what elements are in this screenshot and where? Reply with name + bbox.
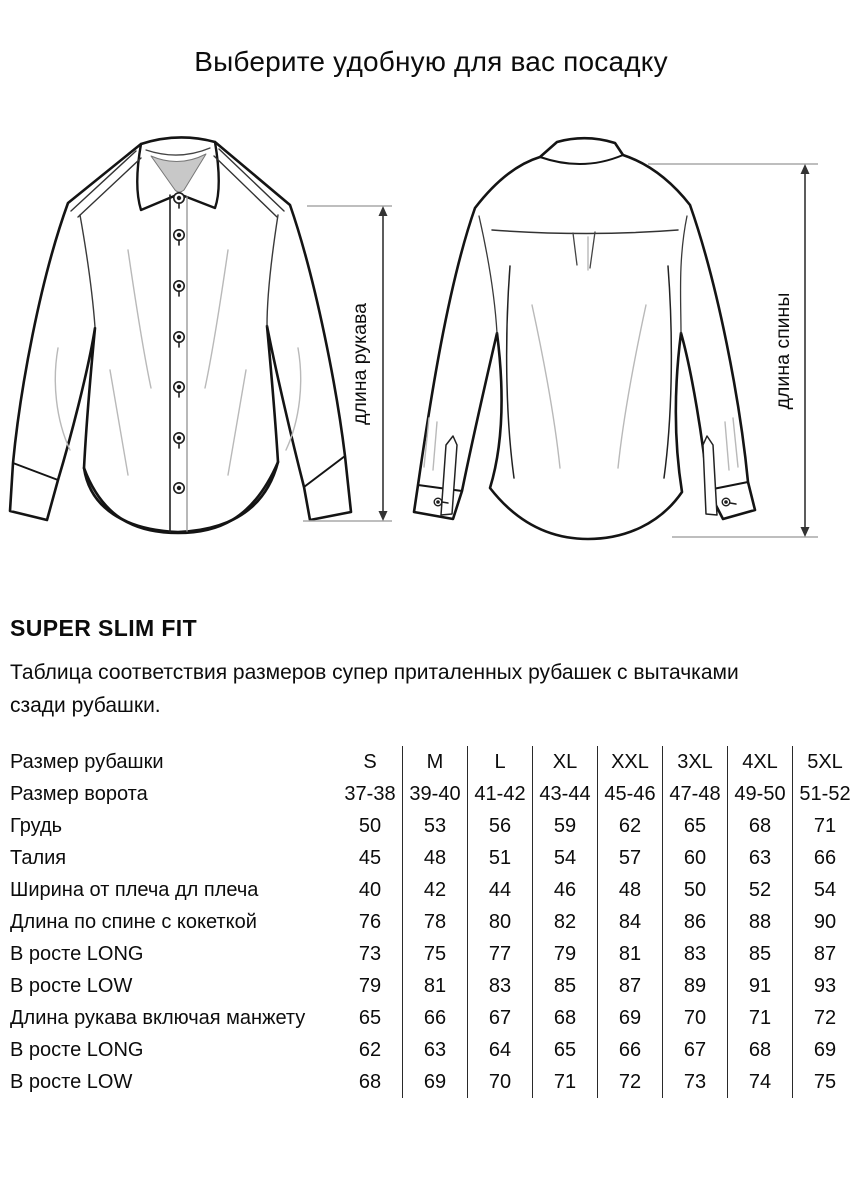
size-value: 75: [793, 1066, 858, 1098]
size-value: 79: [358, 975, 382, 997]
size-value: 90: [793, 906, 858, 938]
size-value: S: [363, 751, 377, 773]
size-value: XXL: [598, 746, 663, 778]
size-value: 79: [533, 938, 598, 970]
size-value: 45: [358, 847, 382, 869]
size-value: 5XL: [793, 746, 858, 778]
size-value: 76: [358, 911, 382, 933]
size-value: 52: [728, 874, 793, 906]
size-value: 50: [358, 815, 382, 837]
table-row: [10, 1002, 857, 1034]
row-label: Грудь: [10, 815, 63, 837]
size-value: 87: [793, 938, 858, 970]
table-row: [10, 810, 857, 842]
size-value: 85: [533, 970, 598, 1002]
row-label: В росте LONG: [10, 1039, 144, 1061]
size-value: 89: [663, 970, 728, 1002]
size-value: 84: [598, 906, 663, 938]
fit-description-line-1: Таблица соответствия размеров супер приталенных рубашек с вытачками: [10, 661, 739, 684]
shirt-measurement-diagram: [0, 120, 862, 600]
size-value: 42: [403, 874, 468, 906]
size-value: 47-48: [663, 778, 728, 810]
size-value: 44: [468, 874, 533, 906]
size-value: 4XL: [728, 746, 793, 778]
size-value: 51-52: [793, 778, 858, 810]
sleeve-length-label: длина рукава: [349, 303, 371, 425]
size-value: 77: [468, 938, 533, 970]
row-label: В росте LOW: [10, 975, 133, 997]
size-table-body: [10, 746, 857, 1098]
size-value: 56: [468, 810, 533, 842]
size-value: 51: [468, 842, 533, 874]
size-value: 67: [663, 1034, 728, 1066]
size-value: 49-50: [728, 778, 793, 810]
size-value: 71: [728, 1002, 793, 1034]
size-value: 53: [403, 810, 468, 842]
table-row: [10, 938, 857, 970]
fit-description-line-2: сзади рубашки.: [10, 694, 161, 717]
size-value: 66: [403, 1002, 468, 1034]
size-value: 71: [533, 1066, 598, 1098]
row-label: Длина по спине с кокеткой: [10, 911, 257, 933]
size-value: 40: [358, 879, 382, 901]
size-value: 78: [403, 906, 468, 938]
fit-description: [10, 656, 830, 722]
size-value: 75: [403, 938, 468, 970]
size-value: 93: [793, 970, 858, 1002]
size-value: 65: [533, 1034, 598, 1066]
row-label: В росте LONG: [10, 943, 144, 965]
size-value: XL: [533, 746, 598, 778]
size-value: 54: [533, 842, 598, 874]
size-value: 69: [403, 1066, 468, 1098]
size-value: 63: [728, 842, 793, 874]
size-value: 66: [793, 842, 858, 874]
row-label: Размер рубашки: [10, 751, 164, 773]
size-value: 62: [358, 1039, 382, 1061]
size-value: 64: [468, 1034, 533, 1066]
row-label: Размер ворота: [10, 783, 148, 805]
size-value: 46: [533, 874, 598, 906]
back-shirt-drawing: [414, 138, 755, 539]
size-value: 73: [358, 943, 382, 965]
size-value: 67: [468, 1002, 533, 1034]
size-value: 73: [663, 1066, 728, 1098]
size-value: 86: [663, 906, 728, 938]
size-value: 69: [598, 1002, 663, 1034]
size-value: 68: [728, 810, 793, 842]
size-value: 71: [793, 810, 858, 842]
size-value: 59: [533, 810, 598, 842]
size-table: [10, 746, 857, 1098]
size-value: 74: [728, 1066, 793, 1098]
size-value: 82: [533, 906, 598, 938]
size-value: 54: [793, 874, 858, 906]
size-value: 72: [793, 1002, 858, 1034]
size-value: 62: [598, 810, 663, 842]
size-value: 68: [728, 1034, 793, 1066]
page-title: Выберите удобную для вас посадку: [194, 46, 668, 77]
fit-heading: SUPER SLIM FIT: [10, 615, 198, 641]
size-value: 48: [598, 874, 663, 906]
table-row: [10, 842, 857, 874]
size-value: 80: [468, 906, 533, 938]
table-row: [10, 778, 857, 810]
table-row: [10, 906, 857, 938]
row-label: Ширина от плеча дл плеча: [10, 879, 259, 901]
row-label: Длина рукава включая манжету: [10, 1007, 306, 1029]
front-shirt-drawing: [10, 137, 351, 533]
size-value: 43-44: [533, 778, 598, 810]
size-value: 39-40: [403, 778, 468, 810]
row-label: Талия: [10, 847, 67, 869]
size-value: 87: [598, 970, 663, 1002]
table-row: [10, 746, 857, 778]
size-value: 70: [468, 1066, 533, 1098]
size-value: 68: [358, 1071, 382, 1093]
size-value: 85: [728, 938, 793, 970]
size-value: 72: [598, 1066, 663, 1098]
size-value: M: [403, 746, 468, 778]
size-value: 91: [728, 970, 793, 1002]
size-value: 60: [663, 842, 728, 874]
table-row: [10, 1066, 857, 1098]
size-value: L: [468, 746, 533, 778]
size-value: 65: [358, 1007, 382, 1029]
table-row: [10, 1034, 857, 1066]
size-value: 37-38: [344, 783, 396, 805]
table-row: [10, 874, 857, 906]
size-value: 83: [468, 970, 533, 1002]
size-value: 88: [728, 906, 793, 938]
size-value: 68: [533, 1002, 598, 1034]
table-row: [10, 970, 857, 1002]
size-value: 45-46: [598, 778, 663, 810]
size-value: 81: [598, 938, 663, 970]
size-value: 69: [793, 1034, 858, 1066]
back-length-label: длина спины: [772, 292, 794, 410]
size-value: 66: [598, 1034, 663, 1066]
size-value: 50: [663, 874, 728, 906]
size-value: 70: [663, 1002, 728, 1034]
size-value: 65: [663, 810, 728, 842]
size-value: 57: [598, 842, 663, 874]
size-value: 48: [403, 842, 468, 874]
row-label: В росте LOW: [10, 1071, 133, 1093]
size-value: 41-42: [468, 778, 533, 810]
size-value: 63: [403, 1034, 468, 1066]
size-value: 81: [403, 970, 468, 1002]
size-value: 3XL: [663, 746, 728, 778]
size-value: 83: [663, 938, 728, 970]
